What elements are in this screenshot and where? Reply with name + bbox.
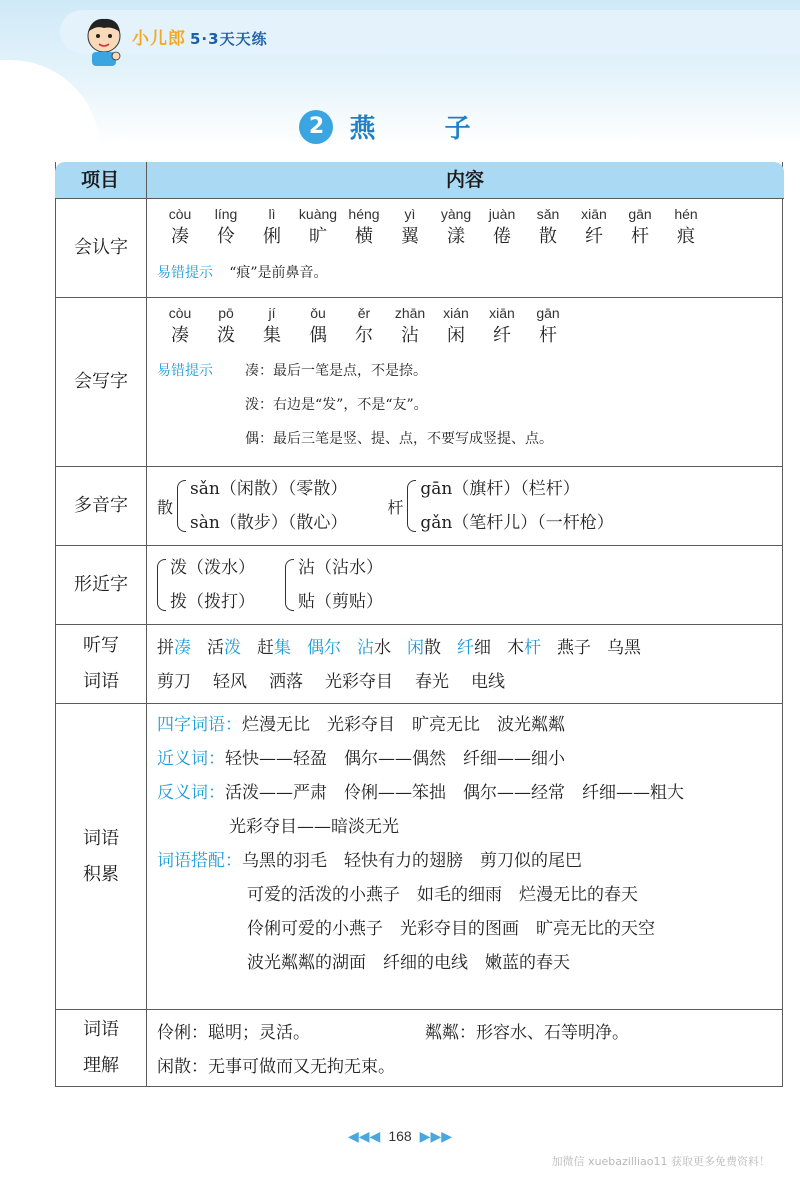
- brand-title: [132, 24, 268, 49]
- watermark: 加微信 xuebazilliao11 获取更多免费资料！: [551, 1155, 770, 1168]
- char-cell: [295, 205, 341, 251]
- dictation-word: 沾水: [357, 638, 391, 658]
- hanzi: 俐: [263, 226, 281, 247]
- char-cell: [387, 304, 433, 350]
- tip-block: [157, 354, 772, 456]
- dictation-word: 活泼: [207, 638, 241, 658]
- hanzi: 痕: [677, 226, 695, 247]
- hanzi: 纤: [493, 325, 511, 346]
- row-content: [147, 1010, 782, 1086]
- row-content: [147, 467, 782, 545]
- row-label: 会认字: [56, 199, 147, 297]
- header-content: 内容: [445, 169, 484, 191]
- four-label: 四字词语：: [157, 715, 242, 735]
- hanzi: 沾: [401, 325, 419, 346]
- hanzi: 倦: [493, 226, 511, 247]
- lesson-title: 燕 子: [349, 114, 501, 144]
- similar-group: [285, 551, 383, 619]
- dictation-word: 光彩夺目: [325, 672, 393, 692]
- label-line: 理解: [83, 1055, 119, 1076]
- tip-item: 凑：最后一笔是点，不是捺。: [245, 363, 427, 379]
- char-cell: [617, 205, 663, 251]
- polyphone-char: 散: [157, 497, 174, 517]
- antonyms: [157, 776, 772, 810]
- definition: 闲散：无事可做而又无拘无束。: [157, 1057, 395, 1077]
- four-text: 烂漫无比 光彩夺目 旷亮无比 波光粼粼: [242, 715, 565, 735]
- dictation-word: 闲散: [407, 638, 441, 658]
- match-line: 波光粼粼的湖面 纤细的电线 嫩蓝的春天: [247, 953, 570, 973]
- hanzi: 伶: [217, 226, 235, 247]
- label-line: 词语: [83, 827, 119, 849]
- definition: 粼粼：形容水、石等明净。: [425, 1023, 629, 1043]
- char-cell: [295, 304, 341, 350]
- match-label: 词语搭配：: [157, 851, 242, 871]
- char-cell: [387, 205, 433, 251]
- four-char-words: [157, 708, 772, 742]
- synonyms: [157, 742, 772, 776]
- polyphone-char: 杆: [387, 497, 404, 517]
- right-arrows-icon: ▶▶▶: [419, 1128, 452, 1144]
- dictation-word: 燕子: [557, 638, 591, 658]
- similar-word: 拨（拨打）: [170, 592, 255, 612]
- pinyin: ǒu: [310, 305, 326, 321]
- row-dictation: [56, 625, 782, 704]
- tip-label: 易错提示: [157, 363, 213, 379]
- dictation-word: 乌黑: [607, 638, 641, 658]
- pinyin-grid: [157, 205, 772, 251]
- hanzi: 尔: [355, 325, 373, 346]
- tip-item: 泼：右边是“发”，不是“友”。: [245, 397, 428, 413]
- tip-list: [245, 354, 553, 456]
- header-item: 项目: [55, 162, 147, 198]
- lesson-number: 2: [299, 110, 333, 144]
- table-header: [55, 162, 784, 199]
- polyphone-group: [387, 472, 613, 540]
- char-cell: [525, 205, 571, 251]
- brace: [177, 480, 186, 532]
- brace: [285, 559, 294, 611]
- dictation-word: 洒落: [269, 672, 303, 692]
- pinyin: xiān: [489, 305, 515, 321]
- pinyin: yì: [404, 206, 416, 222]
- hanzi: 杆: [631, 226, 649, 247]
- row-write: [56, 298, 782, 467]
- reading: sàn（散步）（散心）: [190, 513, 348, 533]
- row-content: [147, 199, 782, 297]
- row-accumulate: [56, 704, 782, 1010]
- hanzi: 纤: [585, 226, 603, 247]
- pinyin: sǎn: [536, 206, 560, 222]
- row-content: [147, 298, 782, 466]
- hanzi: 杆: [539, 325, 557, 346]
- lesson-heading: [0, 108, 800, 145]
- similar-group: [157, 551, 255, 619]
- char-cell: [525, 304, 571, 350]
- pinyin: líng: [214, 206, 238, 222]
- char-cell: [479, 304, 525, 350]
- row-label: 多音字: [56, 467, 147, 545]
- hanzi: 凑: [171, 226, 189, 247]
- similar-word: 贴（剪贴）: [298, 592, 383, 612]
- hanzi: 闲: [447, 325, 465, 346]
- char-cell: [341, 304, 387, 350]
- dictation-word: 电线: [471, 672, 505, 692]
- brace: [157, 559, 166, 611]
- char-cell: [203, 304, 249, 350]
- pinyin: còu: [168, 305, 192, 321]
- collocations: [157, 844, 772, 878]
- similar-word: 泼（泼水）: [170, 558, 255, 578]
- pinyin: gān: [536, 305, 560, 321]
- pinyin: còu: [168, 206, 192, 222]
- similar-words: [298, 551, 383, 619]
- dictation-line: [157, 665, 772, 699]
- hanzi: 集: [263, 325, 281, 346]
- pinyin: xiān: [581, 206, 607, 222]
- reading: sǎn（闲散）（零散）: [190, 479, 348, 499]
- dictation-word: 偶尔: [307, 638, 341, 658]
- pinyin: kuàng: [298, 206, 338, 222]
- polyphone-readings: [420, 472, 613, 540]
- page-num: 168: [388, 1128, 412, 1144]
- char-cell: [433, 205, 479, 251]
- hanzi: 漾: [447, 226, 465, 247]
- label-line: 听写: [83, 635, 119, 656]
- pinyin: lì: [268, 206, 276, 222]
- dictation-line: [157, 631, 772, 665]
- label-line: 积累: [83, 863, 119, 885]
- tip-label: 易错提示: [157, 265, 213, 281]
- hanzi: 凑: [171, 325, 189, 346]
- row-label: [56, 704, 147, 1009]
- pinyin: ěr: [357, 305, 371, 321]
- dictation-word: 春光: [415, 672, 449, 692]
- char-cell: [157, 205, 203, 251]
- row-content: [147, 546, 782, 624]
- dictation-word: 轻风: [213, 672, 247, 692]
- char-cell: [663, 205, 709, 251]
- match-line: 乌黑的羽毛 轻快有力的翅膀 剪刀似的尾巴: [242, 851, 582, 871]
- row-content: [147, 625, 782, 703]
- hanzi: 散: [539, 226, 557, 247]
- dictation-word: 纤细: [457, 638, 491, 658]
- brand-name: 小儿郎: [132, 29, 186, 49]
- row-label: 形近字: [56, 546, 147, 624]
- char-cell: [433, 304, 479, 350]
- ant-label: 反义词：: [157, 783, 225, 803]
- pinyin-grid: [157, 304, 772, 350]
- pinyin: jí: [268, 305, 276, 321]
- row-label: [56, 625, 147, 703]
- dictation-word: 赶集: [257, 638, 291, 658]
- row-polyphone: [56, 467, 782, 546]
- page-number: [0, 1128, 800, 1145]
- brace: [407, 480, 416, 532]
- label-line: 词语: [83, 1019, 119, 1040]
- similar-words: [170, 551, 255, 619]
- row-recognize: [56, 199, 782, 298]
- pinyin: pō: [218, 305, 234, 321]
- hanzi: 翼: [401, 226, 419, 247]
- pinyin: xián: [443, 305, 469, 321]
- char-cell: [203, 205, 249, 251]
- row-content: [147, 704, 782, 1009]
- char-cell: [341, 205, 387, 251]
- antonyms-cont: 光彩夺目——暗淡无光: [229, 817, 399, 837]
- hanzi: 泼: [217, 325, 235, 346]
- row-similar: [56, 546, 782, 625]
- ant-text: 活泼——严肃 伶俐——笨拙 偶尔——经常 纤细——粗大: [225, 783, 684, 803]
- understand-line: [157, 1016, 772, 1050]
- left-arrows-icon: ◀◀◀: [348, 1128, 381, 1144]
- hanzi: 偶: [309, 325, 327, 346]
- polyphone-group: [157, 472, 347, 540]
- dictation-word: 拼凑: [157, 638, 191, 658]
- match-line: 伶俐可爱的小燕子 光彩夺目的图画 旷亮无比的天空: [247, 919, 655, 939]
- tip-text: “痕”是前鼻音。: [229, 265, 328, 281]
- pinyin: héng: [348, 206, 380, 222]
- hanzi: 横: [355, 226, 373, 247]
- pinyin: juàn: [488, 206, 516, 222]
- char-cell: [157, 304, 203, 350]
- row-label: 会写字: [56, 298, 147, 466]
- match-line: 可爱的活泼的小燕子 如毛的细雨 烂漫无比的春天: [247, 885, 638, 905]
- tip-line: [157, 255, 772, 290]
- syn-label: 近义词：: [157, 749, 225, 769]
- char-cell: [479, 205, 525, 251]
- pinyin: zhān: [394, 305, 426, 321]
- char-cell: [249, 304, 295, 350]
- pinyin: gān: [628, 206, 652, 222]
- dictation-word: 剪刀: [157, 672, 191, 692]
- vocabulary-table: [55, 162, 783, 1087]
- row-understand: [56, 1010, 782, 1086]
- row-label: [56, 1010, 147, 1086]
- dictation-word: 木杆: [507, 638, 541, 658]
- tip-item: 偶：最后三笔是竖、提、点，不要写成竖提、点。: [245, 431, 553, 447]
- similar-word: 沾（沾水）: [298, 558, 383, 578]
- definition: 伶俐：聪明；灵活。: [157, 1023, 310, 1043]
- hanzi: 旷: [309, 226, 327, 247]
- polyphone-readings: [190, 472, 347, 540]
- char-cell: [571, 205, 617, 251]
- brand-series: 5·3天天练: [190, 30, 268, 48]
- label-line: 词语: [83, 671, 119, 692]
- char-cell: [249, 205, 295, 251]
- pinyin: hén: [674, 206, 698, 222]
- boy-mascot-icon: [82, 16, 126, 66]
- syn-text: 轻快——轻盈 偶尔——偶然 纤细——细小: [225, 749, 565, 769]
- reading: gān（旗杆）（栏杆）: [420, 479, 580, 499]
- reading: gǎn（笔杆儿）（一杆枪）: [420, 513, 614, 533]
- pinyin: yàng: [440, 206, 472, 222]
